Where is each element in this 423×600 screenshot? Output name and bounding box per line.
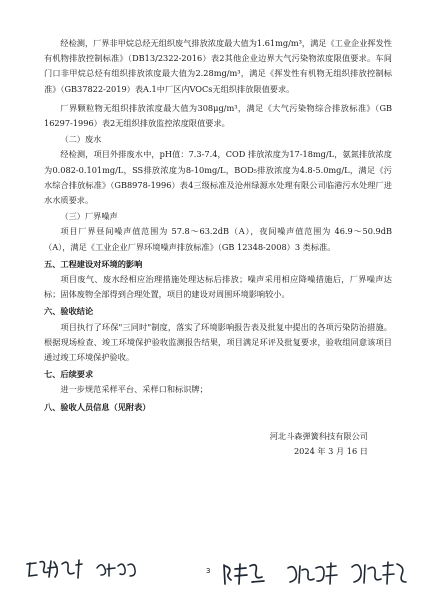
signoff-block xyxy=(44,429,392,459)
company-name: 河北斗森弹簧科技有限公司 xyxy=(269,430,368,441)
document-body xyxy=(44,36,392,459)
paragraph-environmental-impact: 项目废气、废水经相应治理措施处理达标后排放；噪声采用相应降噪措施后，厂界噪声达标；固体废物全部得到合理处置，项目的建设对周围环境影响较小。 xyxy=(44,274,392,300)
paragraph-voc-results: 经检测，厂界非甲烷总烃无组织废气排放浓度最大值为1.61mg/m³，满足《工业企业挥发性有机物排放控制标准》（DB13/2322-2016）表2其他企业边界大气污染物浓度限值要求。车间门口非甲烷总烃有组织排放浓度最大值为2.28mg/m³，满足《挥发性有机物无组织排放控制标准》（GB37822-2019）表A.1中厂区内VOCs无组织排放限值要求。 xyxy=(44,38,392,94)
paragraph-noise-results: 项目厂界昼间噪声值范围为 57.8～63.2dB（A），夜间噪声值范围为 46.9～50.9dB（A），满足《工业企业厂界环境噪声排放标准》（GB 12348-2008）3 类标准。 xyxy=(44,226,392,252)
signature-5 xyxy=(348,558,410,588)
heading-acceptance-conclusion: 六、验收结论 xyxy=(44,306,94,317)
page-number: 3 xyxy=(206,567,211,575)
heading-personnel-info: 八、验收人员信息（见附表） xyxy=(44,401,151,412)
paragraph-wastewater-results: 经检测，项目外排废水中，pH值：7.3-7.4，COD 排放浓度为17-18mg/L，氨氮排放浓度为0.082-0.101mg/L，SS排放浓度为8-10mg/L，BOD₅排放浓度为4.8-5.0mg/L，满足《污水综合排放标准》（GB8978-1996）表4三级标准及沧州绿源水处理有限公司临港污水处理厂进水水质要求。 xyxy=(44,149,392,206)
signature-4 xyxy=(284,560,340,588)
paragraph-acceptance-conclusion: 项目执行了环保"三同时"制度，落实了环境影响报告表及批复中提出的各项污染防治措施。根据现场检查、竣工环境保护验收监测报告结果，项目满足环评及批复要求，验收组同意该项目通过竣工环境保护验收。 xyxy=(44,321,392,363)
signature-1 xyxy=(24,556,86,582)
signature-2 xyxy=(94,558,140,580)
heading-wastewater: （二）废水 xyxy=(60,134,102,145)
sign-date: 2024 年 3 月 16 日 xyxy=(293,445,368,456)
heading-noise: （三）厂界噪声 xyxy=(60,211,118,222)
signature-3 xyxy=(220,560,268,588)
heading-follow-up: 七、后续要求 xyxy=(44,369,94,380)
paragraph-particulate-results: 厂界颗粒物无组织排放浓度最大值为308μg/m³，满足《大气污染物综合排放标准》（GB 16297-1996）表2无组织排放监控浓度限值要求。 xyxy=(44,102,392,129)
heading-environmental-impact: 五、工程建设对环境的影响 xyxy=(44,258,143,269)
paragraph-follow-up: 进一步规范采样平台、采样口和标识牌； xyxy=(60,384,208,395)
